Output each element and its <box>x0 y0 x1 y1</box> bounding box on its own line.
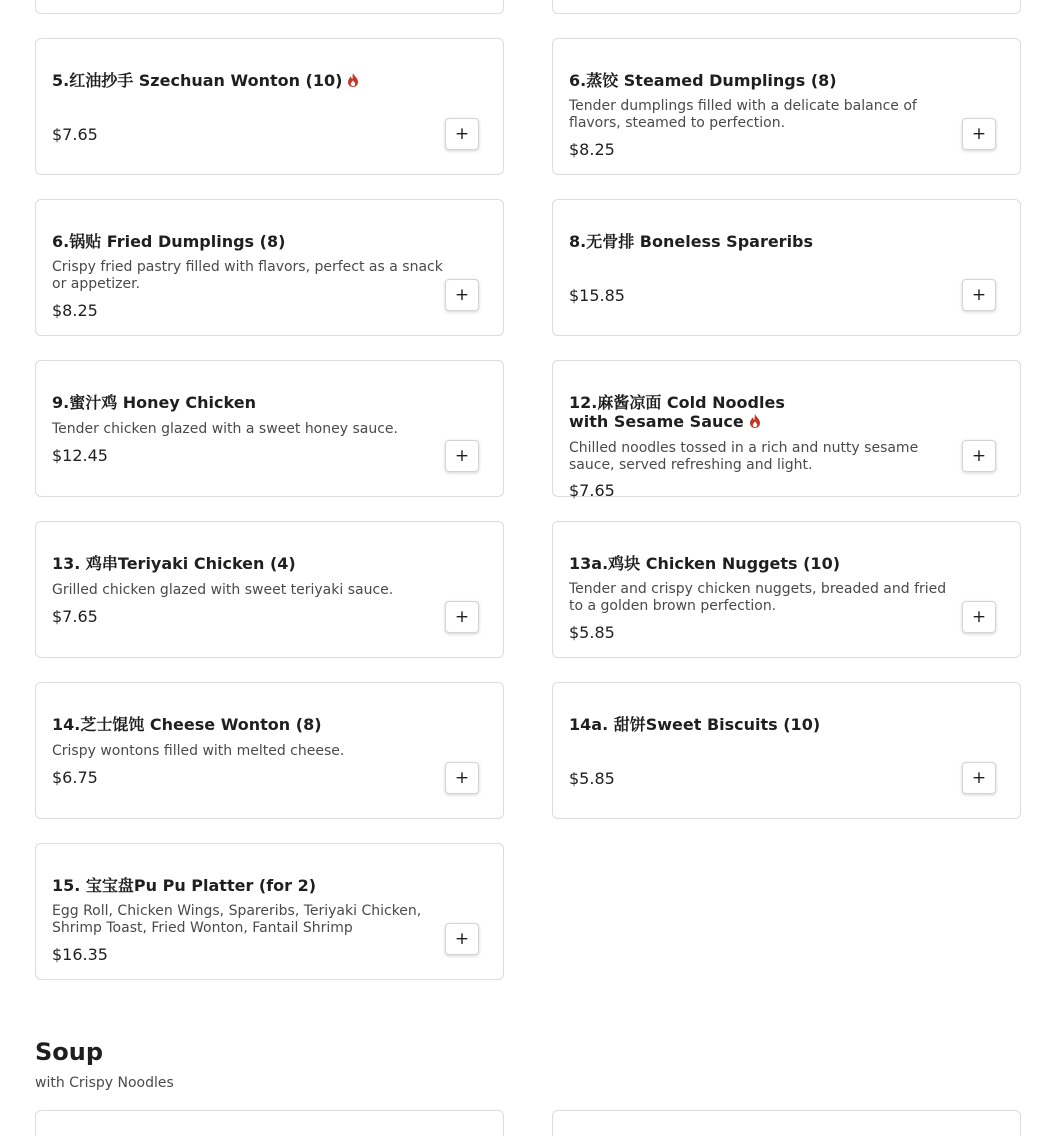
item-price: $8.25 <box>52 301 98 320</box>
flame-icon <box>749 413 761 432</box>
add-to-cart-button[interactable]: + <box>962 762 996 794</box>
menu-card-partial[interactable] <box>552 1110 1021 1136</box>
item-name: 13. 鸡串Teriyaki Chicken (4) <box>52 554 296 573</box>
menu-item-pu-pu-platter[interactable] <box>35 843 504 980</box>
menu-item-cheese-wonton[interactable] <box>35 682 504 819</box>
menu-card-partial[interactable] <box>35 0 504 14</box>
menu-item-szechuan-wonton[interactable] <box>35 38 504 175</box>
menu-item-teriyaki-chicken[interactable] <box>35 521 504 658</box>
item-price: $7.65 <box>569 481 615 500</box>
add-to-cart-button[interactable]: + <box>445 440 479 472</box>
add-to-cart-button[interactable]: + <box>962 279 996 311</box>
item-price: $15.85 <box>569 286 625 305</box>
item-description: Chilled noodles tossed in a rich and nutty sesame sauce, served refreshing and light. <box>569 440 919 473</box>
item-name: 13a.鸡块 Chicken Nuggets (10) <box>569 554 841 573</box>
item-name: 12.麻酱凉面 Cold Noodles with Sesame Sauce <box>569 393 785 431</box>
item-description: Grilled chicken glazed with sweet teriyaki sauce. <box>52 582 394 598</box>
item-description: Tender chicken glazed with a sweet honey sauce. <box>52 421 398 437</box>
menu-item-boneless-spareribs[interactable] <box>552 199 1021 336</box>
item-name: 8.无骨排 Boneless Spareribs <box>569 232 814 251</box>
item-price: $8.25 <box>569 140 615 159</box>
add-to-cart-button[interactable]: + <box>445 118 479 150</box>
add-to-cart-button[interactable]: + <box>962 440 996 472</box>
item-price: $12.45 <box>52 446 108 465</box>
item-price: $7.65 <box>52 607 98 626</box>
menu-item-honey-chicken[interactable] <box>35 360 504 497</box>
menu-item-chicken-nuggets[interactable] <box>552 521 1021 658</box>
add-to-cart-button[interactable]: + <box>445 762 479 794</box>
item-name: 9.蜜汁鸡 Honey Chicken <box>52 393 256 412</box>
add-to-cart-button[interactable]: + <box>445 601 479 633</box>
menu-item-fried-dumplings[interactable] <box>35 199 504 336</box>
item-name: 14a. 甜饼Sweet Biscuits (10) <box>569 715 821 734</box>
menu-item-steamed-dumplings[interactable] <box>552 38 1021 175</box>
item-name: 6.蒸饺 Steamed Dumplings (8) <box>569 71 837 90</box>
item-price: $7.65 <box>52 125 98 144</box>
menu-item-cold-noodles[interactable] <box>552 360 1021 500</box>
item-description: Crispy wontons filled with melted cheese. <box>52 743 345 759</box>
menu-card-partial[interactable] <box>35 1110 504 1136</box>
item-description: Tender and crispy chicken nuggets, breaded and fried to a golden brown perfection. <box>569 581 947 614</box>
item-description: Crispy fried pastry filled with flavors, perfect as a snack or appetizer. <box>52 259 443 292</box>
section-subtitle: with Crispy Noodles <box>35 1075 174 1091</box>
item-name: 14.芝士馄饨 Cheese Wonton (8) <box>52 715 322 734</box>
menu-item-sweet-biscuits[interactable] <box>552 682 1021 819</box>
item-description: Egg Roll, Chicken Wings, Spareribs, Teriyaki Chicken, Shrimp Toast, Fried Wonton, Fantail Shrimp <box>52 903 422 936</box>
add-to-cart-button[interactable]: + <box>445 923 479 955</box>
flame-icon <box>347 72 359 91</box>
item-name: 5.红油抄手 Szechuan Wonton (10) <box>52 71 413 91</box>
section-title: Soup <box>35 1038 104 1066</box>
item-price: $5.85 <box>569 769 615 788</box>
add-to-cart-button[interactable]: + <box>962 118 996 150</box>
menu-card-partial[interactable] <box>552 0 1021 14</box>
item-price: $5.85 <box>569 623 615 642</box>
item-price: $16.35 <box>52 945 108 964</box>
add-to-cart-button[interactable]: + <box>445 279 479 311</box>
item-description: Tender dumplings filled with a delicate balance of flavors, steamed to perfection. <box>569 98 917 131</box>
item-name: 15. 宝宝盘Pu Pu Platter (for 2) <box>52 876 317 895</box>
item-price: $6.75 <box>52 768 98 787</box>
add-to-cart-button[interactable]: + <box>962 601 996 633</box>
item-name: 6.锅贴 Fried Dumplings (8) <box>52 232 286 251</box>
